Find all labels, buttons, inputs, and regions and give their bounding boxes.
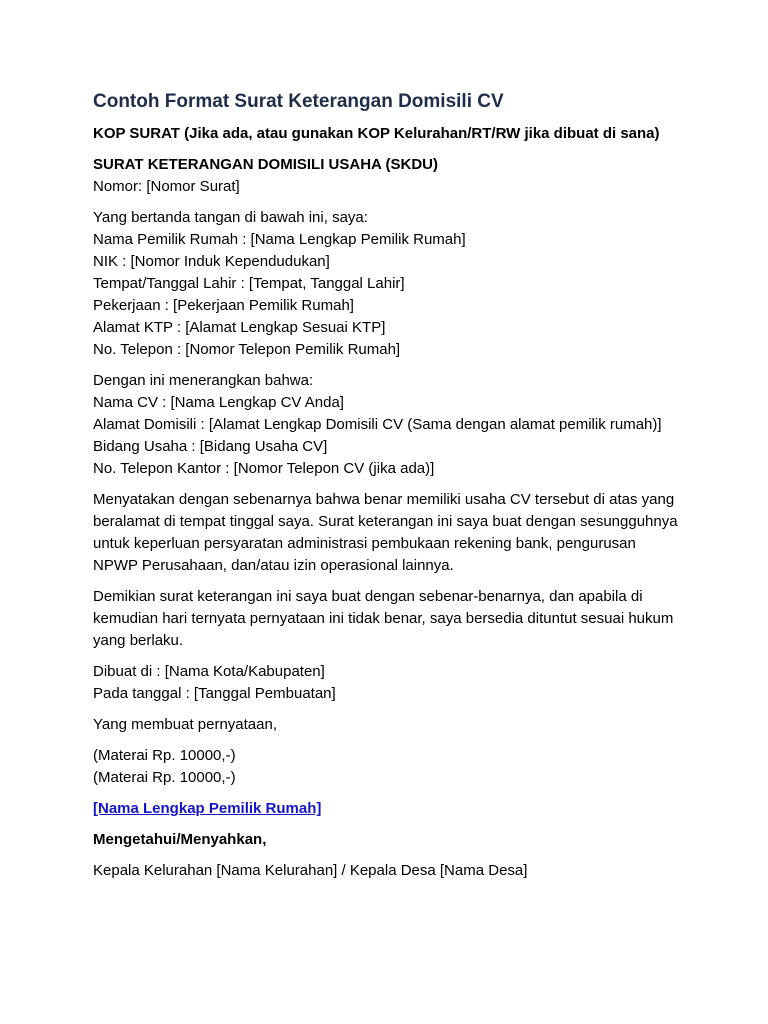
cv-domicile-line: Alamat Domisili : [Alamat Lengkap Domisili CV (Sama dengan alamat pemilik rumah)] xyxy=(93,416,662,433)
official-signer: Kepala Kelurahan [Nama Kelurahan] / Kepala Desa [Nama Desa] xyxy=(93,862,528,879)
date-line: Pada tanggal : [Tanggal Pembuatan] xyxy=(93,685,336,702)
materai-line: (Materai Rp. 10000,-) xyxy=(93,769,236,786)
document-title: Contoh Format Surat Keterangan Domisili CV xyxy=(93,91,504,112)
letter-heading-title: SURAT KETERANGAN DOMISILI USAHA (SKDU) xyxy=(93,156,438,173)
owner-intro: Yang bertanda tangan di bawah ini, saya: xyxy=(93,209,368,226)
cv-section xyxy=(93,370,683,480)
letter-number: Nomor: [Nomor Surat] xyxy=(93,178,240,195)
cv-name-line: Nama CV : [Nama Lengkap CV Anda] xyxy=(93,394,344,411)
owner-job-line: Pekerjaan : [Pekerjaan Pemilik Rumah] xyxy=(93,297,354,314)
owner-phone-line: No. Telepon : [Nomor Telepon Pemilik Rumah] xyxy=(93,341,401,358)
materai-block xyxy=(93,745,683,789)
acknowledge-label: Mengetahui/Menyahkan, xyxy=(93,831,267,848)
statement-paragraph: Menyatakan dengan sebenarnya bahwa benar memiliki usaha CV tersebut di atas yang beralamat di tempat tinggal saya. Surat keterangan ini saya buat dengan sesungguhnya untuk keperluan persyaratan administrasi pembukaan rekening bank, pengurusan NPWP Perusahaan, dan/atau izin operasional lainnya. xyxy=(93,491,678,574)
owner-name-line: Nama Pemilik Rumah : [Nama Lengkap Pemilik Rumah] xyxy=(93,231,466,248)
cv-intro: Dengan ini menerangkan bahwa: xyxy=(93,372,314,389)
place-line: Dibuat di : [Nama Kota/Kabupaten] xyxy=(93,663,325,680)
place-date-block xyxy=(93,661,683,705)
signer-block xyxy=(93,798,683,820)
owner-birth-line: Tempat/Tanggal Lahir : [Tempat, Tanggal Lahir] xyxy=(93,275,405,292)
owner-section xyxy=(93,207,683,361)
owner-address-line: Alamat KTP : [Alamat Lengkap Sesuai KTP] xyxy=(93,319,386,336)
letter-heading xyxy=(93,154,683,198)
cv-phone-line: No. Telepon Kantor : [Nomor Telepon CV (jika ada)] xyxy=(93,460,435,477)
cv-business-line: Bidang Usaha : [Bidang Usaha CV] xyxy=(93,438,328,455)
materai-line: (Materai Rp. 10000,-) xyxy=(93,747,236,764)
owner-nik-line: NIK : [Nomor Induk Kependudukan] xyxy=(93,253,330,270)
kop-surat-note: KOP SURAT (Jika ada, atau gunakan KOP Kelurahan/RT/RW jika dibuat di sana) xyxy=(93,125,660,142)
closing-paragraph: Demikian surat keterangan ini saya buat dengan sebenar-benarnya, dan apabila di kemudian hari ternyata pernyataan ini tidak benar, saya bersedia dituntut sesuai hukum yang berlaku. xyxy=(93,588,674,649)
maker-label: Yang membuat pernyataan, xyxy=(93,716,278,733)
signer-name-link[interactable]: [Nama Lengkap Pemilik Rumah] xyxy=(93,800,322,817)
document-page xyxy=(93,90,683,891)
